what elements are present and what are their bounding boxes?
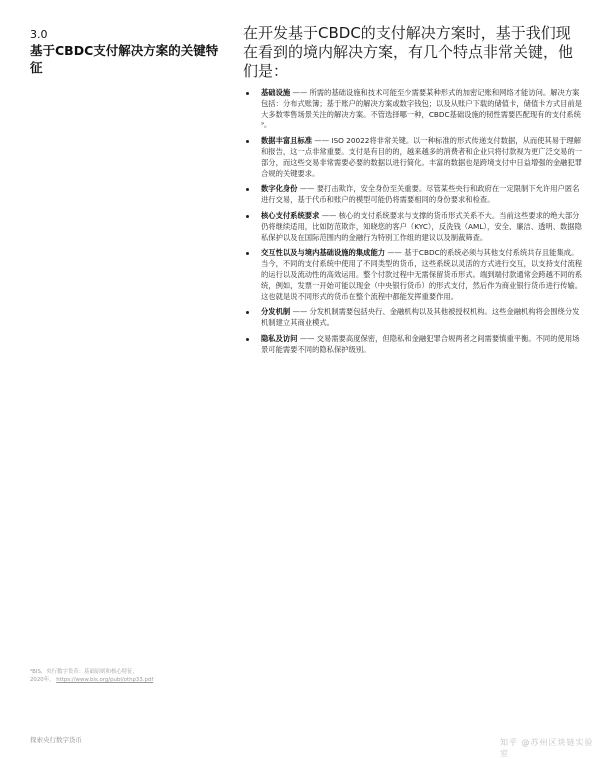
feature-text: 基于CBDC的系统必须与其他支付系统共存且能集成。当今，不同的支付系统中使用了不同类型的货币，这些系统以灵活的方式进行交互，以支持支付流程的运行以及流动性的高效运用。整个付款过程中无需保留货币形式。端到端付款通常会跨越不同的系统，例如，发票一开始可能以现金（中央银行货币）的形式支付，然后作为商业银行货币进行传输。这也就是说不同形式的货币在整个流程中都能发挥重要作用。 <box>261 248 583 301</box>
feature-item-distribution <box>243 307 583 329</box>
footnote-line <box>30 676 230 684</box>
section-title: 基于CBDC支付解决方案的关键特征 <box>30 43 219 75</box>
footnote-year: 2020年， <box>30 677 55 683</box>
section-number: 3.0 <box>30 28 48 41</box>
intro-paragraph: 在开发基于CBDC的支付解决方案时，基于我们现在看到的境内解决方案，有几个特点非常关键，他们是： <box>243 24 574 80</box>
feature-item-interoperability <box>243 248 583 302</box>
watermark: 知乎 @苏州区块链实验室 <box>500 738 594 758</box>
feature-text: 所需的基础设施和技术可能至少需要某种形式的加密记账和网络才能访问。解决方案包括：分布式账簿；基于账户的解决方案或数字钱包；以及从账户下载的储值卡，储值卡方式目前是大多数零售场景关注的解决方案。不管选择哪一种，CBDC基础设施的韧性需要匹配现有的支付系统⁹。 <box>261 88 583 130</box>
bullet-icon <box>246 92 249 95</box>
feature-text: 要打击欺诈，安全身份至关重要。尽管某些央行和政府在一定限制下允许用户匿名进行交易，基于代币和账户的模型可能仍将需要相同的身份要求和检查。 <box>261 184 580 205</box>
dash-separator: —— <box>387 248 405 258</box>
footnote-link[interactable]: https://www.bis.org/publ/othp33.pdf <box>56 677 154 683</box>
dash-separator: —— <box>292 88 310 97</box>
bullet-icon <box>246 338 249 341</box>
feature-item-data-standards <box>243 136 583 179</box>
feature-list <box>243 88 583 361</box>
bullet-icon <box>246 188 249 191</box>
bullet-icon <box>246 215 249 218</box>
feature-term: 数据丰富且标准 <box>261 136 313 146</box>
feature-term: 数字化身份 <box>261 184 298 194</box>
feature-term: 基础设施 <box>261 88 291 97</box>
feature-item-privacy <box>243 334 583 356</box>
bullet-icon <box>246 311 249 314</box>
feature-term: 隐私及访问 <box>261 333 298 343</box>
feature-term: 核心支付系统要求 <box>261 210 320 220</box>
bullet-icon <box>246 252 249 255</box>
dash-separator: —— <box>321 210 339 220</box>
feature-term: 交互性以及与境内基础设施的集成能力 <box>261 248 386 258</box>
footnote <box>30 668 230 684</box>
feature-item-digital-identity <box>243 184 583 206</box>
dash-separator: —— <box>299 333 317 343</box>
dash-separator: —— <box>299 184 317 194</box>
feature-item-core-payment <box>243 211 583 243</box>
feature-text: 分发机制需要包括央行、金融机构以及其他被授权机构。这些金融机构将会围绕分发机制建立其商业模式。 <box>261 307 580 328</box>
feature-term: 分发机制 <box>261 307 291 317</box>
feature-text: 核心的支付系统要求与支撑的货币形式关系不大。当前这些要求的绝大部分仍将继续适用，比如防范欺诈，知晓您的客户（KYC），反洗钱（AML），安全、廉洁、透明、数据隐私保护以及在国际范围内的金融行为特别工作组的建议以及制裁筛查。 <box>261 210 582 242</box>
feature-text: 交易需要高度保密，但隐私和金融犯罪合规两者之间需要慎重平衡。不同的使用场景可能需要不同的隐私保护级别。 <box>261 333 580 354</box>
bullet-icon <box>246 140 249 143</box>
feature-text: ISO 20022将非常关键。以一种标准的形式传递支付数据，从而使其易于理解和报告，这一点非常重要。支付是有目的的，越来越多的消费者和企业只将付款视为更广泛交易的一部分，而这些交易非常需要必要的数据以进行简化。丰富的数据也是跨境支付中日益增强的金融犯罪合规的关键要求。 <box>261 136 583 178</box>
dash-separator: —— <box>292 307 310 317</box>
dash-separator: —— <box>314 136 332 146</box>
feature-item-infrastructure <box>243 88 583 131</box>
footnote-line: ⁹BIS，央行数字货币：基础原则和核心特征， <box>30 669 138 675</box>
page-footer: 探索央行数字货币 <box>30 736 82 744</box>
